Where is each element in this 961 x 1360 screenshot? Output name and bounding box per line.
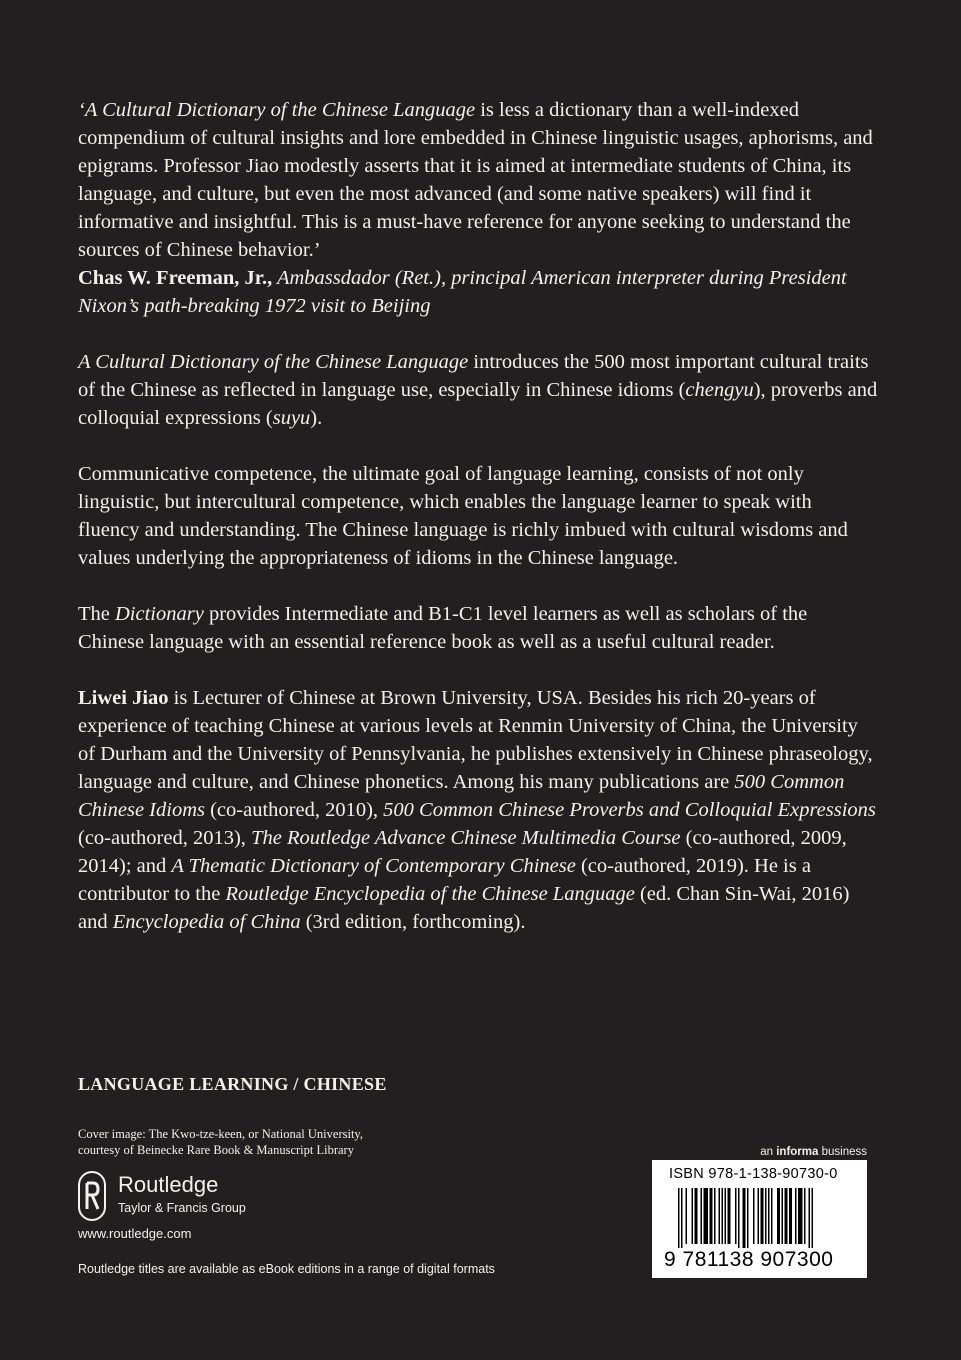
review-attribution bbox=[78, 264, 878, 320]
publication-title: Routledge Encyclopedia of the Chinese Language bbox=[225, 883, 635, 905]
barcode-bar bbox=[798, 1188, 803, 1244]
barcode-bar bbox=[809, 1188, 811, 1248]
intro-term-suyu: suyu bbox=[272, 407, 311, 429]
informa-text: business bbox=[818, 1146, 867, 1158]
barcode-bars bbox=[664, 1188, 856, 1248]
barcode-bar bbox=[681, 1188, 683, 1248]
review-book-title: ‘A Cultural Dictionary of the Chinese Language bbox=[78, 99, 476, 121]
isbn-barcode bbox=[652, 1160, 867, 1278]
barcode-bar bbox=[714, 1188, 716, 1244]
publication-title: A Thematic Dictionary of Contemporary Chinese bbox=[171, 855, 576, 877]
barcode-bar bbox=[771, 1188, 773, 1244]
publication-title: 500 Common Chinese Idioms bbox=[78, 771, 845, 821]
author-text: (3rd edition, forthcoming). bbox=[300, 911, 526, 933]
barcode-bar bbox=[753, 1188, 755, 1244]
publication-title: The Routledge Advance Chinese Multimedia Course bbox=[251, 827, 681, 849]
author-text: (co-authored, 2019). He is a contributor to the bbox=[78, 855, 811, 905]
reviewer-role: Ambassdador (Ret.), principal American interpreter during President Nixon’s path-breaking 1972 visit to Beijing bbox=[78, 267, 847, 317]
routledge-r-icon bbox=[84, 1181, 100, 1211]
barcode-bar bbox=[747, 1188, 749, 1248]
barcode-bar bbox=[768, 1188, 770, 1244]
review-quote bbox=[78, 96, 878, 264]
intro-term-chengyu: chengyu bbox=[685, 379, 754, 401]
isbn-label: ISBN 978-1-138-90730-0 bbox=[669, 1166, 838, 1182]
barcode-digits: 9 781138 907300 bbox=[664, 1248, 834, 1271]
intro-text: introduces the 500 most important cultural traits of the Chinese as reflected in language use, especially in Chinese idioms ( bbox=[78, 351, 869, 401]
intro-text: ). bbox=[310, 407, 323, 429]
author-bio bbox=[78, 684, 878, 936]
barcode-bar bbox=[719, 1188, 721, 1244]
publisher-name: Routledge bbox=[118, 1172, 219, 1197]
audience-text: provides Intermediate and B1-C1 level learners as well as scholars of the Chinese language with an essential reference book as well as a useful cultural reader. bbox=[78, 603, 808, 653]
barcode-bar bbox=[761, 1188, 764, 1244]
informa-brand: informa bbox=[776, 1146, 819, 1158]
ebook-availability-note: Routledge titles are available as eBook editions in a range of digital formats bbox=[78, 1262, 495, 1276]
informa-text: an bbox=[760, 1146, 777, 1158]
barcode-bar bbox=[678, 1188, 680, 1248]
barcode-bar bbox=[722, 1188, 724, 1244]
review-text: is less a dictionary than a well-indexed compendium of cultural insights and lore embedded in Chinese linguistic usages, aphorisms, and epigrams. Professor Jiao modestly asserts that it is aimed at intermediate students of China, its language, and culture, but even the most advanced (and some native speakers) will find it informative and insightful. This is a must-have reference for anyone seeking to understand the sources of Chinese behavior.’ bbox=[78, 99, 873, 261]
cover-image-credit bbox=[78, 1126, 363, 1158]
barcode-bar bbox=[738, 1188, 740, 1248]
cover-credit-line: Cover image: The Kwo-tze-keen, or National University, bbox=[78, 1127, 363, 1141]
barcode-bar bbox=[743, 1188, 746, 1248]
subject-category: LANGUAGE LEARNING / CHINESE bbox=[78, 1074, 387, 1094]
back-cover-body bbox=[78, 96, 878, 936]
barcode-bar bbox=[735, 1188, 737, 1244]
publisher-url: www.routledge.com bbox=[78, 1226, 192, 1241]
informa-business-tag bbox=[760, 1146, 867, 1158]
author-text: (ed. Chan Sin-Wai, 2016) and bbox=[78, 883, 850, 933]
barcode-bar bbox=[728, 1188, 731, 1244]
author-text: (co-authored, 2009, 2014); and bbox=[78, 827, 847, 877]
publication-title: Encyclopedia of China bbox=[112, 911, 301, 933]
barcode-bar bbox=[789, 1188, 792, 1244]
barcode-bar bbox=[710, 1188, 713, 1244]
barcode-bar bbox=[758, 1188, 760, 1244]
barcode-bar bbox=[725, 1188, 727, 1244]
barcode-bar bbox=[701, 1188, 703, 1244]
cover-credit-line: courtesy of Beinecke Rare Book & Manuscript Library bbox=[78, 1143, 354, 1157]
publisher-group: Taylor & Francis Group bbox=[118, 1201, 246, 1215]
author-name: Liwei Jiao bbox=[78, 687, 169, 709]
barcode-bar bbox=[777, 1188, 780, 1244]
competence-paragraph: Communicative competence, the ultimate goal of language learning, consists of not only linguistic, but intercultural competence, which enables the language learner to speak with fluency and understanding. The Chinese language is richly imbued with cultural wisdoms and values underlying the appropriateness of idioms in the Chinese language. bbox=[78, 463, 848, 569]
intro-text: ), proverbs and colloquial expressions ( bbox=[78, 379, 878, 429]
author-text: (co-authored, 2010), bbox=[204, 799, 384, 821]
barcode-bar bbox=[686, 1188, 688, 1244]
routledge-logo-icon bbox=[78, 1171, 106, 1221]
audience-title: Dictionary bbox=[115, 603, 204, 625]
intro-book-title: A Cultural Dictionary of the Chinese Language bbox=[78, 351, 469, 373]
author-text: (co-authored, 2013), bbox=[78, 827, 252, 849]
barcode-bar bbox=[692, 1188, 694, 1244]
barcode-bar bbox=[765, 1188, 767, 1244]
barcode-bar bbox=[785, 1188, 788, 1244]
barcode-bar bbox=[812, 1188, 814, 1248]
author-text: is Lecturer of Chinese at Brown University, USA. Besides his rich 20-years of experience of teaching Chinese at various levels at Renmin University of China, the University of Durham and the University of Pennsylvania, he publishes extensively in Chinese phraseology, language and culture, and Chinese phonetics. Among his many publications are bbox=[78, 687, 873, 793]
publication-title: 500 Common Chinese Proverbs and Colloquial Expressions bbox=[383, 799, 876, 821]
intro-paragraph bbox=[78, 348, 878, 432]
reviewer-name: Chas W. Freeman, Jr., bbox=[78, 267, 273, 289]
audience-text: The bbox=[78, 603, 115, 625]
barcode-bar bbox=[804, 1188, 806, 1244]
audience-paragraph bbox=[78, 600, 878, 656]
barcode-bar bbox=[695, 1188, 698, 1244]
barcode-bar bbox=[782, 1188, 784, 1244]
barcode-bar bbox=[704, 1188, 709, 1244]
barcode-bar bbox=[795, 1188, 797, 1244]
